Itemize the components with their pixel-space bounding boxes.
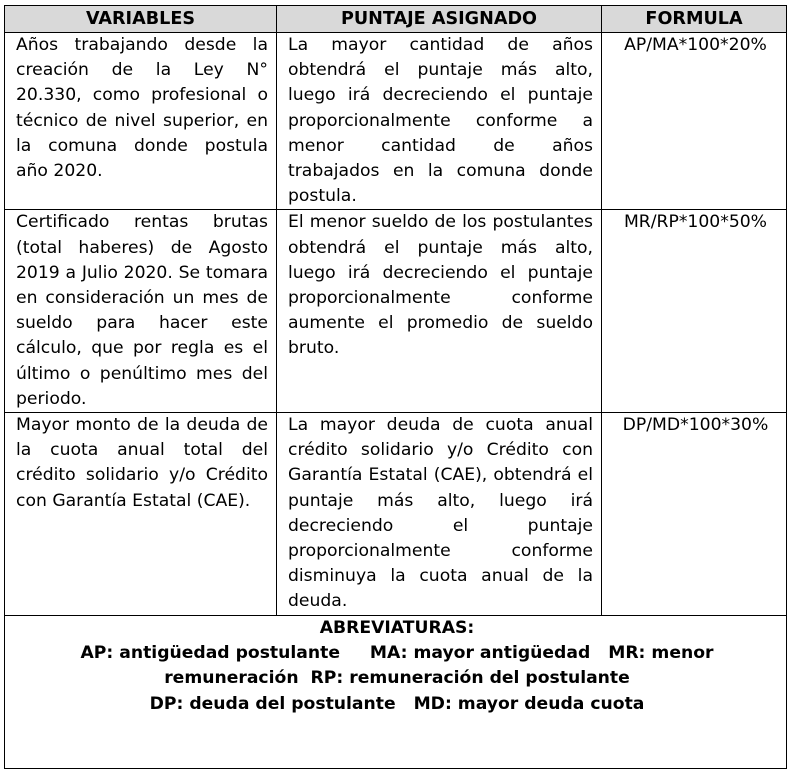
abbreviations-cell [5, 616, 787, 769]
header-formula: FORMULA [602, 6, 787, 33]
table-row [5, 33, 787, 210]
formula-cell: DP/MD*100*30% [602, 413, 787, 616]
variable-cell: Mayor monto de la deuda de la cuota anual total del crédito solidario y/o Crédito con Garantía Estatal (CAE). [5, 413, 277, 616]
header-variables: VARIABLES [5, 6, 277, 33]
table-row [5, 413, 787, 616]
header-puntaje: PUNTAJE ASIGNADO [277, 6, 602, 33]
abbreviations-title: ABREVIATURAS: [319, 618, 475, 639]
formula-cell: MR/RP*100*50% [602, 210, 787, 413]
scoring-criteria-table [4, 5, 787, 769]
puntaje-cell: La mayor cantidad de años obtendrá el puntaje más alto, luego irá decreciendo el puntaje proporcionalmente conforme a menor cantidad de años trabajados en la comuna donde postula. [277, 33, 602, 210]
puntaje-cell: El menor sueldo de los postulantes obtendrá el puntaje más alto, luego irá decreciendo el puntaje proporcionalmente conforme aumente el promedio de sueldo bruto. [277, 210, 602, 413]
puntaje-cell: La mayor deuda de cuota anual crédito solidario y/o Crédito con Garantía Estatal (CAE), obtendrá el puntaje más alto, luego irá decreciendo el puntaje proporcionalmente conforme disminuya la cuota anual de la deuda. [277, 413, 602, 616]
abbreviations-line-3: DP: deuda del postulante MD: mayor deuda cuota [149, 693, 645, 714]
table-row [5, 210, 787, 413]
abbreviations-row [5, 616, 787, 769]
formula-cell: AP/MA*100*20% [602, 33, 787, 210]
table-header-row [5, 6, 787, 33]
abbreviations-line-2: remuneración RP: remuneración del postulante [164, 668, 630, 689]
variable-cell: Certificado rentas brutas (total haberes) de Agosto 2019 a Julio 2020. Se tomara en consideración un mes de sueldo para hacer este cálculo, que por regla es el último o penúltimo mes del periodo. [5, 210, 277, 413]
abbreviations-line-1: AP: antigüedad postulante MA: mayor antigüedad MR: menor [80, 643, 714, 664]
criteria-table-container [4, 5, 786, 769]
variable-cell: Años trabajando desde la creación de la Ley N° 20.330, como profesional o técnico de nivel superior, en la comuna donde postula año 2020. [5, 33, 277, 210]
